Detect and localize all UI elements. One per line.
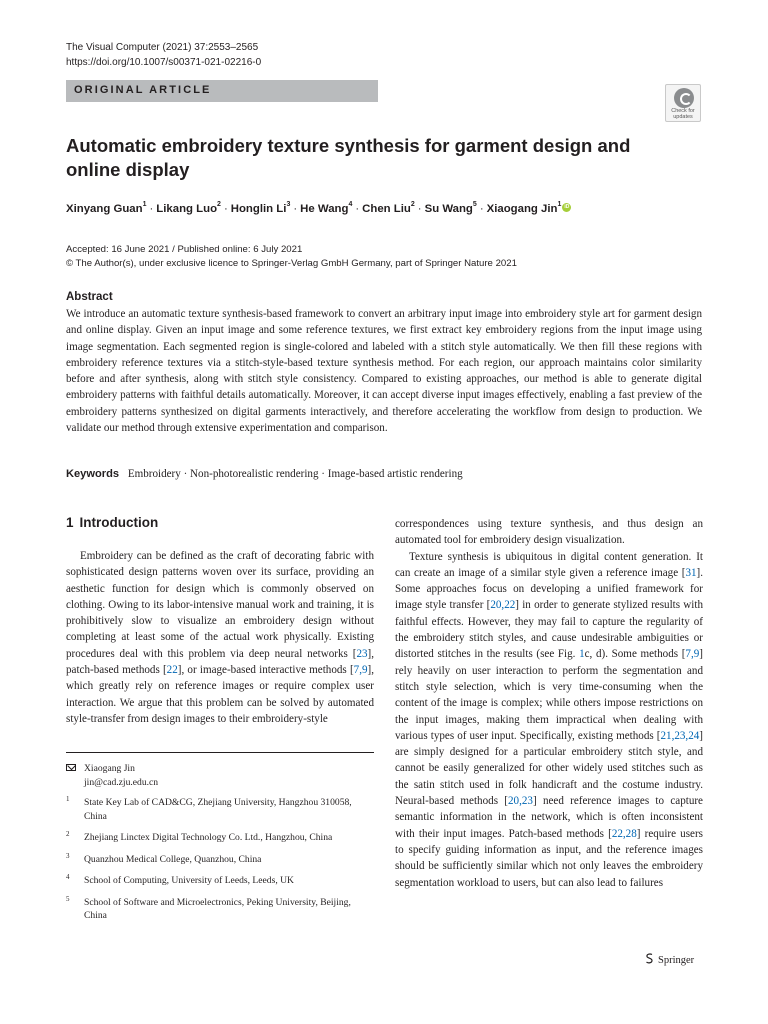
affiliation-number: 1	[66, 795, 70, 803]
affiliation-text: Zhejiang Linctex Digital Technology Co. Ltd., Hangzhou, China	[84, 832, 333, 843]
text-run: ], patch-based methods [	[66, 647, 374, 677]
author-name[interactable]: Xiaogang Jin	[486, 203, 558, 215]
text-run: ] in order to generate stylized results with faithful effects. However, they may fail to capture the regularity of the embroidery stitch styles, and cause undesirable ambiguities or distorted stitches in the results (see Fig.	[395, 599, 704, 661]
keywords	[66, 468, 463, 480]
keywords-text: Embroidery · Non-photorealistic rendering · Image-based artistic rendering	[127, 468, 463, 480]
author-name[interactable]: Honglin Li	[230, 203, 287, 215]
citation-link[interactable]: 22,28	[611, 827, 637, 840]
affiliation-number: 2	[66, 830, 70, 838]
citation-link[interactable]: 21,23,24	[660, 729, 700, 742]
keywords-label: Keywords	[66, 468, 120, 480]
author-affiliation-mark[interactable]: 1	[557, 201, 562, 209]
text-run: ] require users to specify guiding information as input, and the reference images should be sufficiently similar which not only leaves the embroidery segmentation workload to users, but can also lead to failures	[395, 827, 703, 889]
check-updates-icon	[674, 88, 694, 108]
citation-link[interactable]: 22	[166, 664, 178, 677]
author-name[interactable]: He Wang	[300, 203, 349, 215]
author-affiliation-mark[interactable]: 2	[410, 201, 415, 209]
author-affiliation-mark[interactable]: 4	[348, 201, 353, 209]
author-name[interactable]: Chen Liu	[362, 203, 411, 215]
text-run: Embroidery can be defined as the craft of decorating fabric with sophisticated design patterns woven over its surface, providing an aesthetic function for design which is commonly observed on clothing. Owing to its labor-intensive manual work and training, it is prohibitively slow to visualize an embroidery design without completing at least some of the actual work physically. Existing procedures deal with this problem via deep neural networks [	[66, 550, 374, 660]
journal-line: The Visual Computer (2021) 37:2553–2565	[66, 42, 259, 53]
check-updates-label: Check for updates	[671, 108, 695, 120]
check-for-updates-badge[interactable]	[665, 84, 701, 122]
text-run: correspondences using texture synthesis, and thus design an automated tool for embroidery design visualization.	[395, 518, 703, 547]
section-number: 1	[66, 515, 74, 530]
affiliation-item	[66, 853, 374, 867]
author-separator: ·	[223, 203, 228, 215]
affiliation-item	[66, 831, 374, 845]
doi-link[interactable]: https://doi.org/10.1007/s00371-021-02216-0	[66, 57, 262, 68]
author-affiliation-mark[interactable]: 5	[472, 201, 477, 209]
affiliation-text: School of Computing, University of Leeds, Leeds, UK	[84, 875, 294, 886]
author-separator: ·	[479, 203, 484, 215]
affiliation-list	[66, 796, 374, 931]
affiliation-text: State Key Lab of CAD&CG, Zhejiang University, Hangzhou 310058, China	[84, 797, 352, 822]
text-run: ] need reference images to capture semantic information in the network, which is often inconsistent with their input images. Patch-based methods [	[395, 795, 703, 840]
citation-link[interactable]: 1	[579, 648, 585, 661]
citation-link[interactable]: 31	[685, 566, 697, 579]
author-list	[66, 203, 571, 215]
journal-reference	[66, 40, 261, 70]
affiliation-item	[66, 796, 374, 823]
text-run: c, d). Some methods [	[584, 648, 686, 661]
intro-left-column	[66, 548, 374, 727]
orcid-icon[interactable]: iD	[564, 204, 570, 211]
author-affiliation-mark[interactable]: 2	[217, 201, 221, 209]
corresponding-author: Xiaogang Jin	[84, 763, 135, 774]
affiliation-text: School of Software and Microelectronics, Peking University, Beijing, China	[84, 896, 351, 921]
author-affiliation-mark[interactable]: 1	[142, 201, 147, 209]
author-name[interactable]: Xinyang Guan	[66, 203, 143, 215]
affiliation-text: Quanzhou Medical College, Quanzhou, China	[84, 853, 262, 865]
intro-right-column	[395, 516, 703, 891]
affiliation-number: 3	[66, 851, 70, 860]
article-type-label: ORIGINAL ARTICLE	[74, 84, 212, 96]
author-separator: ·	[149, 203, 154, 215]
text-run: ], which greatly rely on reference images or require complex user interaction. We argue that this problem can be solved by automated style-transfer from design images to their embroidery-style	[66, 664, 374, 725]
text-run: Texture synthesis is ubiquitous in digital content generation. It can create an image of a similar style given a reference image [	[395, 550, 703, 579]
citation-link[interactable]: 20,22	[490, 599, 516, 612]
copyright: © The Author(s), under exclusive licence to Springer-Verlag GmbH Germany, part of Springer Nature 2021	[66, 258, 517, 269]
springer-logo-icon	[645, 953, 654, 964]
author-name[interactable]: Su Wang	[424, 203, 473, 215]
citation-link[interactable]: 7,9	[353, 664, 368, 677]
abstract-text: We introduce an automatic texture synthesis-based framework to convert an arbitrary input image into embroidery style art for garment design and online display. Given an input image and some reference textures, we first extract key embroidery regions from the input image using image segmentation. Each segmented region is single-colored and labeled with a stitch style automatically. We then fill these regions with embroidery reference textures via a stitch-style-based texture synthesis method. For each region, our approach maintains color similarity before and after synthesis, along with stitch style consistency. Compared to existing approaches, our method is able to generate digital embroidery patterns with faithful details automatically. Moreover, it can accept diverse input images effectively, enabling a fast preview of the embroidery patterns synthesized on digital garments interactively, and therefore accelerating the workflow from design to production. We validate our method through extensive experimentation and comparison.	[66, 308, 702, 435]
citation-link[interactable]: 7,9	[685, 648, 700, 661]
affiliation-number: 5	[66, 894, 70, 903]
affiliation-number: 4	[66, 873, 70, 881]
text-run: ] rely heavily on user interaction to perform the segmentation and stitch style selection, which is very time-consuming when the content of the image is complex; while others impose restrictions on the input images, making them impractical when dealing with various types of user input. Specifically, existing methods [	[395, 648, 703, 742]
author-separator: ·	[355, 203, 360, 215]
citation-link[interactable]: 20,23	[508, 795, 533, 808]
citation-link[interactable]: 23	[356, 647, 368, 660]
author-separator: ·	[417, 203, 422, 215]
section-title: Introduction	[79, 515, 159, 530]
author-name[interactable]: Likang Luo	[156, 203, 218, 215]
corresponding-email[interactable]: jin@cad.zju.edu.cn	[84, 777, 159, 788]
paper-title: Automatic embroidery texture synthesis for garment design and online display	[66, 135, 631, 180]
page-footer	[645, 952, 694, 966]
text-run: ], or image-based interactive methods [	[177, 664, 354, 677]
author-affiliation-mark[interactable]: 3	[286, 201, 291, 209]
author-separator: ·	[293, 203, 298, 215]
correspondence	[66, 762, 158, 790]
publisher-name: Springer	[658, 955, 695, 966]
section-heading	[66, 515, 158, 530]
footnote-divider	[66, 752, 374, 753]
text-run: ] are simply designed for a particular embroidery stitch style, and cannot be easily generalized for other widely used stitches such as the satin stitch used in folk handicraft and the costume industry. Neural-based methods [	[395, 729, 703, 808]
intro-paragraph-1-continued	[395, 516, 703, 549]
envelope-icon	[66, 764, 76, 771]
publication-dates	[66, 243, 517, 271]
intro-paragraph-2	[395, 549, 703, 891]
intro-paragraph-1	[66, 548, 374, 727]
text-run: ]. Some approaches focus on developing a unified framework for image style transfer [	[395, 566, 703, 612]
article-type-bar	[66, 80, 378, 102]
affiliation-item	[66, 896, 374, 923]
accepted-published: Accepted: 16 June 2021 / Published online: 6 July 2021	[66, 244, 303, 255]
abstract-heading: Abstract	[66, 291, 113, 303]
affiliation-item	[66, 874, 374, 888]
